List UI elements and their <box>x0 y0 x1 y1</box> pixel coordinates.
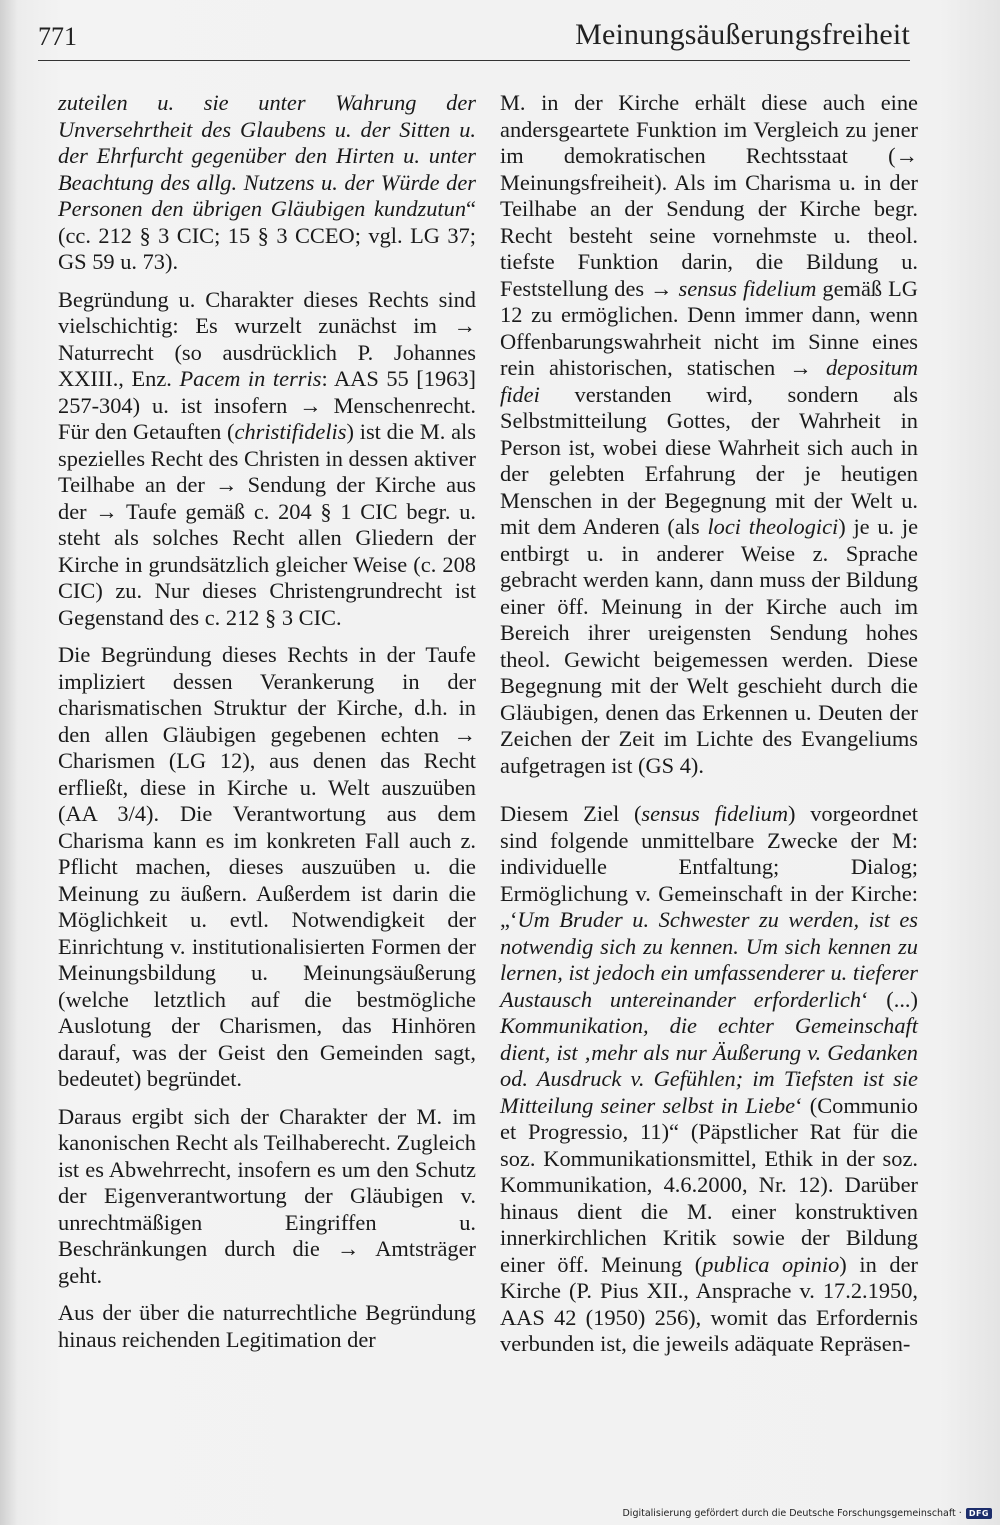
paragraph-right-2 <box>500 801 918 1358</box>
text-italic: Um Bruder u. Schwester zu werden, ist es notwendig sich zu kennen. Um sich kennen zu lernen, ist jedoch ein umfassenderer u. tieferer Austausch untereinander erforderlich <box>500 907 918 1012</box>
text-run: verstanden wird, sondern als Selbstmitteilung Gottes, der Wahrheit in Person ist, wobei diese Wahrheit sich auch in der gelebten Erfahrung der je heutigen Menschen in der Begegnung mit der Welt u. mit dem Anderen (als <box>500 381 918 539</box>
text-italic: publica opinio <box>702 1251 840 1277</box>
left-column <box>58 90 476 1353</box>
text-run: ‘ (...) <box>861 986 918 1012</box>
right-column <box>500 90 918 1358</box>
text-italic: christifidelis <box>234 419 347 444</box>
text-run: ‘ (Communio et Progressio, 11)“ (Päpstlicher Rat für die soz. Kommunikationsmittel, Ethik in der soz. Kommunikation, 4.6.2000, Nr. 12). Darüber hinaus dient die M. einer konstruktiven innerkirchlichen Kritik sowie der Bildung einer öff. Meinung ( <box>500 1092 918 1277</box>
dfg-logo: DFG <box>966 1508 992 1519</box>
text-run: : AAS 55 [1963] 257-304) u. ist insofern → Menschenrecht. Für den Getauften ( <box>58 366 476 444</box>
paragraph-right-1 <box>500 90 918 779</box>
text-run: ) in der Kirche (P. Pius XII., Ansprache v. 17.2.1950, AAS 42 (1950) 256), womit das Erfordernis verbunden ist, die jeweils adäquate Repräsen- <box>500 1251 918 1356</box>
text-italic: sensus fidelium <box>641 801 789 826</box>
paragraph-left-5: Aus der über die naturrechtliche Begründung hinaus reichenden Legitimation der <box>58 1300 476 1352</box>
text-run: M. in der Kirche erhält diese auch eine andersgeartete Funktion im Vergleich zu jener im demokratischen Rechtsstaat (→ Meinungsfreiheit). Als im Charisma u. in der Teilhabe an der Sendung der Kirche begr. Recht besteht seine vornehmste u. theol. tiefste Funktion darin, die Bildung u. Feststellung des → <box>500 90 918 301</box>
footer-text: Digitalisierung gefördert durch die Deutsche Forschungsgemeinschaft · <box>622 1508 962 1519</box>
text-italic: zuteilen u. sie unter Wahrung der Unversehrtheit des Glaubens u. der Sitten u. der Ehrfurcht gegenüber den Hirten u. unter Beachtung des allg. Nutzens u. der Würde der Personen den übrigen Gläubigen kundzutun <box>58 90 476 221</box>
text-run: ) je u. je entbirgt u. in anderer Weise z. Sprache gebracht werden kann, dann muss der Bildung einer öff. Meinung in der Kirche auch im Bereich ihrer ureigensten Sendung hohes theol. Gewicht beigemessen werden. Diese Begegnung mit der Welt geschieht durch die Gläubigen, denen das Erkennen u. Deuten der Zeichen der Zeit im Lichte des Evangeliums aufgetragen ist (GS 4). <box>500 514 919 778</box>
text-italic: depositum fidei <box>500 355 918 407</box>
text-italic: Kommunikation, die echter Gemeinschaft dient, ist ‚mehr als nur Äußerung v. Gedanken od. Ausdruck v. Gefühlen; im Tiefsten ist sie Mitteilung seiner selbst in Liebe <box>500 1013 918 1118</box>
page-header <box>38 18 910 60</box>
text-run: Diesem Ziel ( <box>500 801 642 826</box>
text-italic: Pacem in terris <box>179 366 322 391</box>
paragraph-left-4: Daraus ergibt sich der Charakter der M. im kanonischen Recht als Teilhaberecht. Zugleich ist es Abwehrrecht, insofern es um den Schutz der Eigenverantwortung der Gläubigen v. unrechtmäßigen Eingriffen u. Beschränkungen durch die → Amtsträger geht. <box>58 1103 476 1288</box>
text-run: ) ist die M. als spezielles Recht des Christen in dessen aktiver Teilhabe an der → Sendung der Kirche aus der → Taufe gemäß c. 204 § 1 CIC begr. u. steht als solches Recht allen Gliedern der Kirche in grundsätzlich gleicher Weise (c. 208 CIC) zu. Nur dieses Christengrundrecht ist Gegenstand des c. 212 § 3 CIC. <box>58 419 476 630</box>
paragraph-left-2 <box>58 287 476 632</box>
running-title: Meinungsäußerungsfreiheit <box>575 18 910 51</box>
header-rule <box>38 60 910 61</box>
paragraph-left-1 <box>58 90 476 276</box>
text-run: Begründung u. Charakter dieses Rechts sind vielschichtig: Es wurzelt zunächst im → Naturrecht (so ausdrücklich P. Johannes XXIII., Enz. <box>58 286 476 391</box>
text-run: “ (cc. 212 § 3 CIC; 15 § 3 CCEO; vgl. LG 37; GS 59 u. 73). <box>58 196 476 274</box>
text-italic: sensus fidelium <box>678 275 817 301</box>
paragraph-left-3: Die Begründung dieses Rechts in der Taufe impliziert dessen Verankerung in der charismatischen Struktur der Kirche, d.h. in den allen Gläubigen gegebenen echten → Charismen (LG 12), aus denen das Recht erfließt, diese in Kirche u. Welt auszuüben (AA 3/4). Die Verantwortung aus dem Charisma kann es im konkreten Fall auch z. Pflicht machen, dieses auszuüben u. die Meinung zu äußern. Außerdem ist darin die Möglichkeit u. evtl. Notwendigkeit der Einrichtung v. institutionalisierten Formen der Meinungsbildung u. Meinungsäußerung (welche letztlich auf die bestmögliche Auslotung der Charismen, das Hinhören darauf, was der Geist den Gemeinden sagt, bedeutet) begründet. <box>58 642 476 1091</box>
text-italic: loci theologici <box>707 514 839 539</box>
page-number: 771 <box>38 22 77 51</box>
text-run: ) vorgeordnet sind folgende unmittelbare Zwecke der M: individuelle Entfaltung; Dialog; Ermöglichung v. Gemeinschaft in der Kirche: „‘ <box>500 801 918 932</box>
digitization-footer <box>622 1508 992 1519</box>
text-run: gemäß LG 12 zu ermöglichen. Denn immer dann, wenn Offenbarungswahrheit nicht im Sinne eines rein ahistorischen, statischen → <box>500 275 918 380</box>
